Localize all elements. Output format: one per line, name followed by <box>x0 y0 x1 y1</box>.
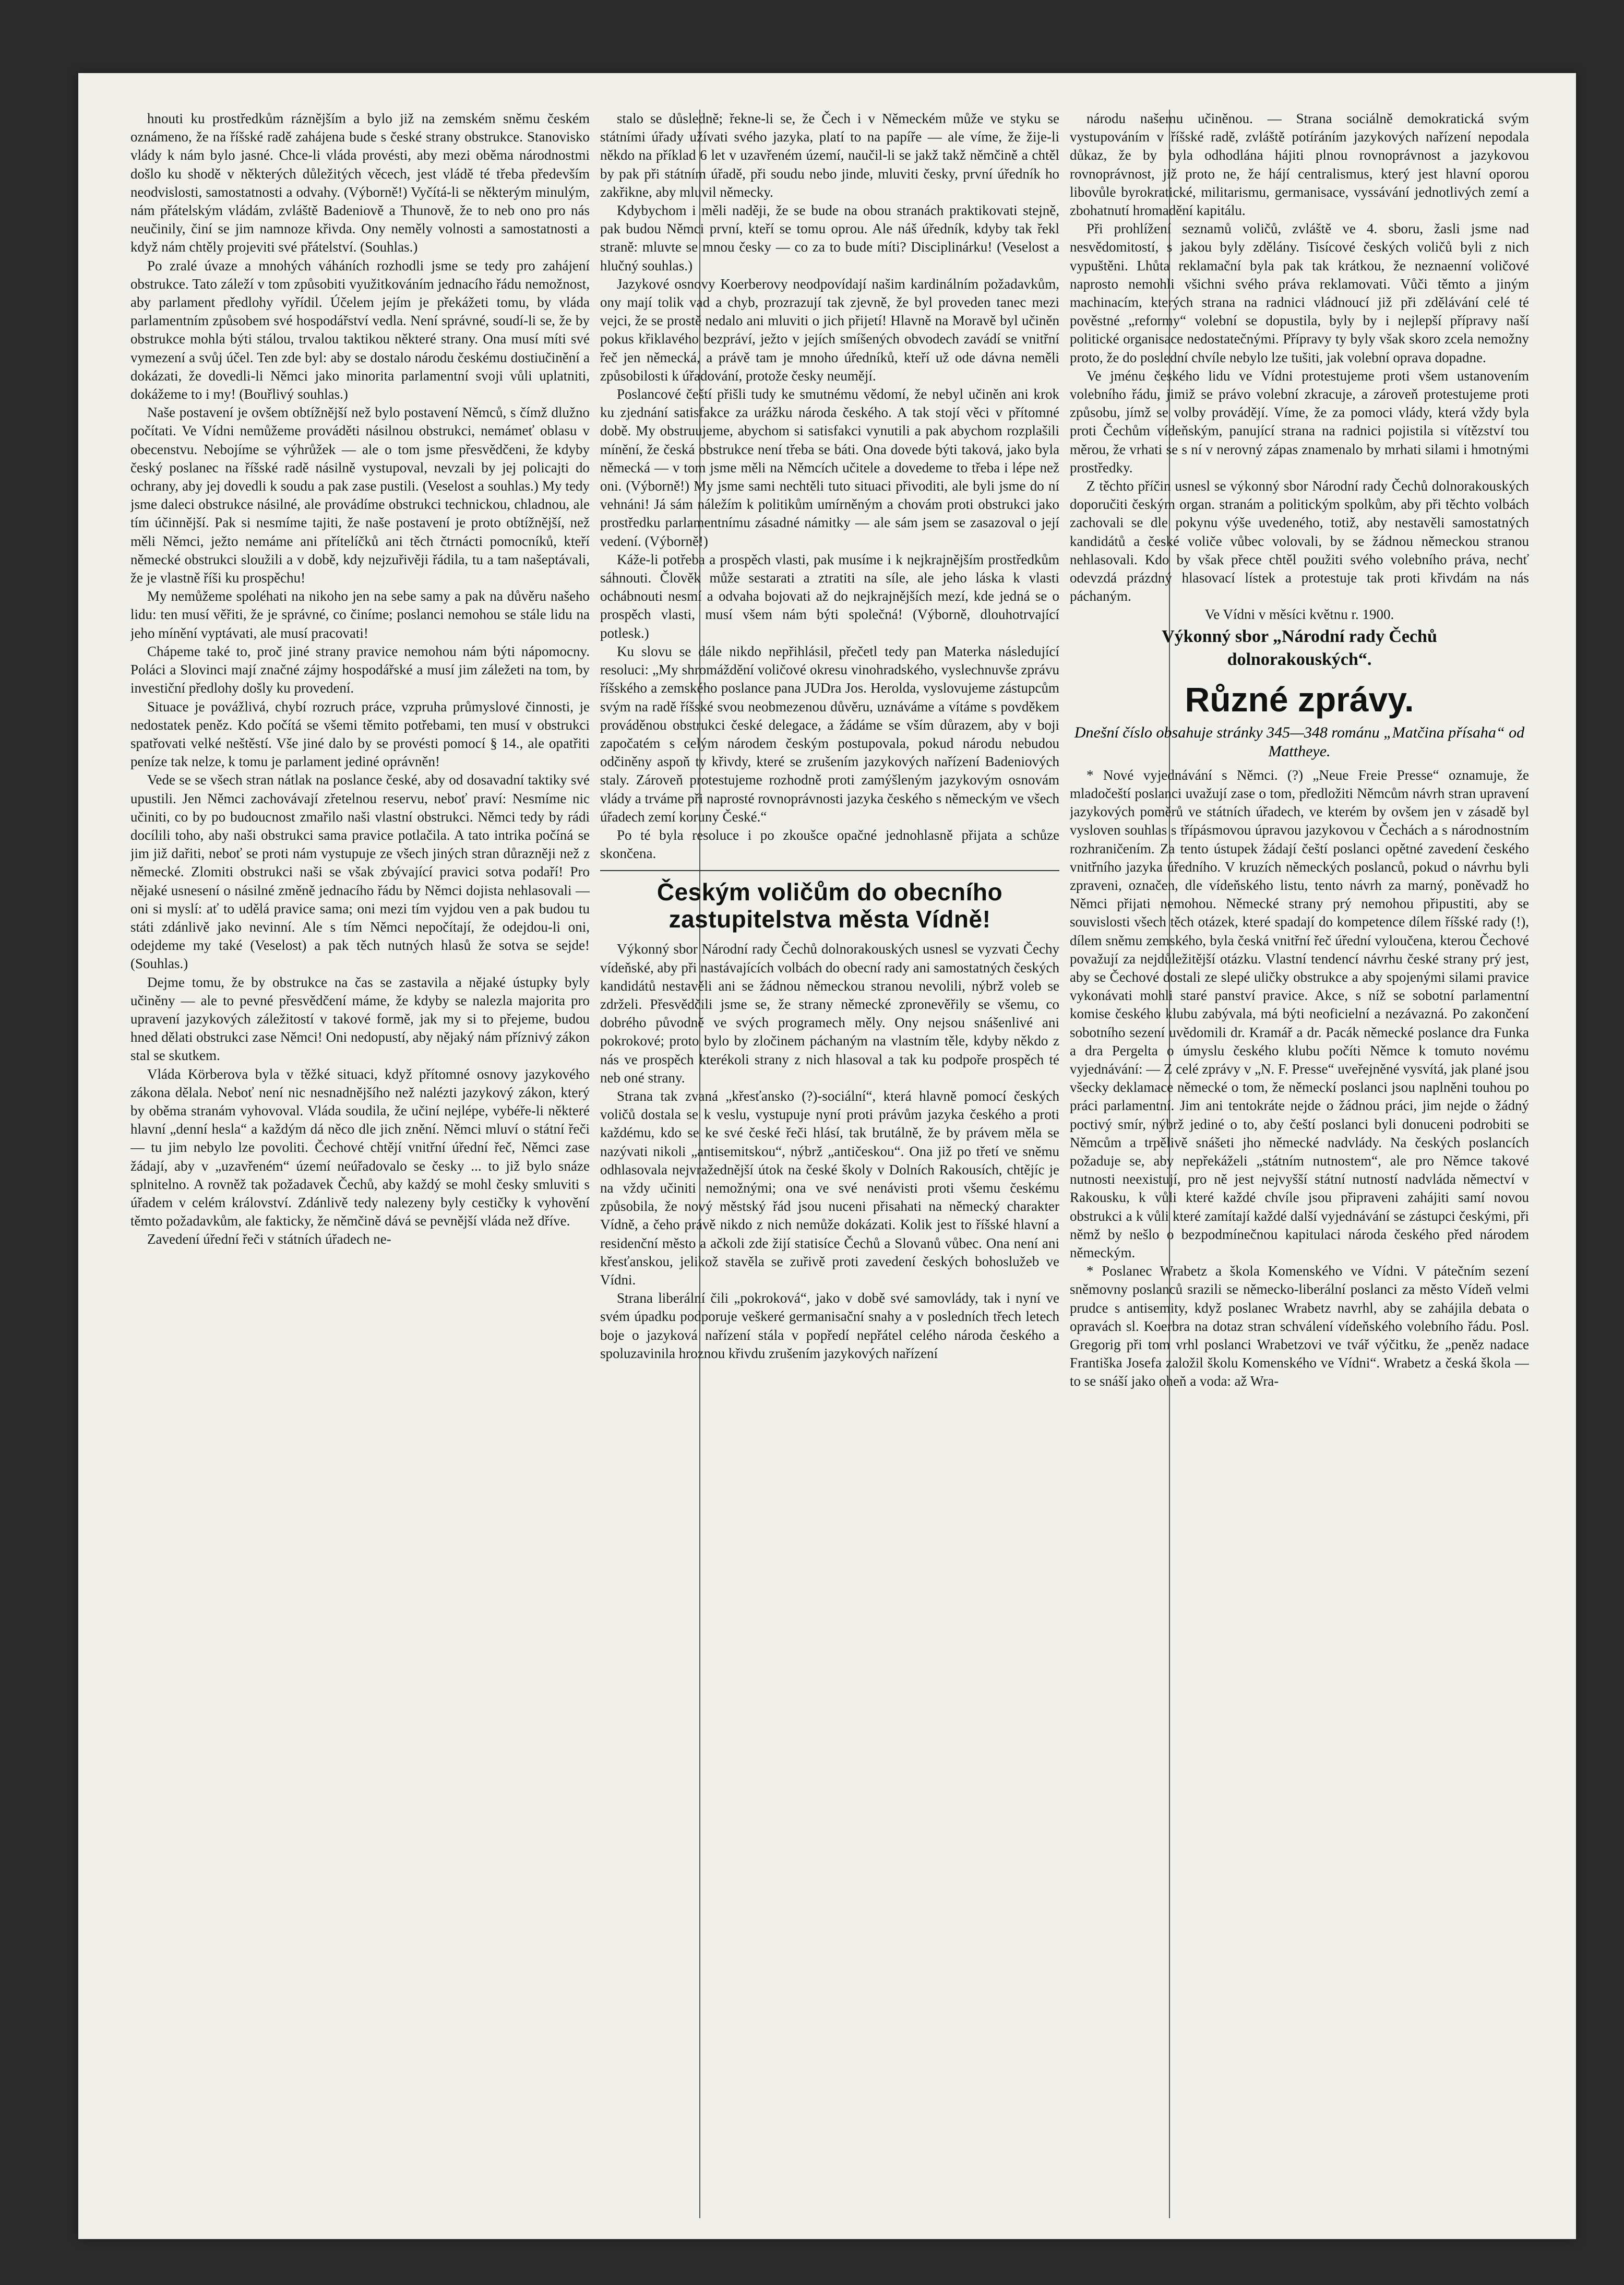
paragraph: Naše postavení je ovšem obtížnější než bylo postavení Němců, s čímž dlužno počítati. Ve Vídni nemůžeme prováděti násilnou obstrukci, nemámeť oblasu v obecenstvu. Nebojíme se výhrůžek — ale o tom jsme přesvědčeni, že kdyby český poslanec na říšské radě násilně vystupoval, nevzali by jej policajti do ochrany, aby jej dovedli k soudu a pak zase pustili. (Veselost a souhlas.) My tedy jsme daleci obstrukce násilné, ale provádíme obstrukci technickou, chladnou, ale tím účinnější. Pak si nesmíme tajiti, že naše postavení je proto obtížnější, než měli Němci, ježto nemáme ani přítelíčků ani těch čtrnácti pomocníků, kteří německé obstrukci sloužili a v době, kdy nejzuřivěji řádila, tu a tam našeptávali, že je vlastně říši ku prospěchu! <box>130 404 590 586</box>
paragraph: Situace je povážlivá, chybí rozruch práce, vzpruha průmyslové činnosti, je nedostatek peněz. Kdo počítá se všemi těmito potřebami, ten musí v obstrukci spatřovati velké neštěstí. Vše jiné dalo by se provésti pomocí § 14., ale opatřiti peníze tak nelze, k tomu je parlament jediné oprávněn! <box>130 698 590 770</box>
paragraph: Vláda Körberova byla v těžké situaci, když přítomné osnovy jazykového zákona dělala. Neboť není nic nesnadnějšího než nalézti jazykový zákon, který by oběma stranám vyhovoval. Vláda soudila, že učiní nejlépe, vybéře-li některé hlavní „denní hesla“ a každým dá něco dle jich znění. Němci mluví o státní řeči — tu jim nebylo lze povoliti. Čechové chtějí vnitřní úřední řeč, Němci zase žádají, aby v „uzavřeném“ území neúřadovalo se česky ... to již bylo snáze splnitelno. A rovněž tak požadavek Čechů, aby každý se mohl česky smluviti s úřadem v celém království. Zdánlivě tedy nalezeny byly cestičky k vyhovění těmto požadavkům, ale fakticky, že němčině dává se pevnější vláda než dříve. <box>130 1066 590 1229</box>
notice: Dnešní číslo obsahuje stránky 345—348 románu „Matčina přísaha“ od Mattheye. <box>1074 723 1525 760</box>
column-1 <box>130 110 590 2218</box>
paragraph: Výkonný sbor Národní rady Čechů dolnorakouských usnesl se vyzvati Čechy vídeňské, aby při nastávajících volbách do obecní rady ani samostatných českých kandidátů nestavěli ani se žádnou německou stranou nevolili, nýbrž voleb se zdrželi. Přesvědčili jsme se, že strany německé zpronevěřily se všemu, co dobrého původně ve svých programech měly. Ony nejsou snášenlivé ani pokrokové; proto bylo by zločinem páchaným na vlastním těle, kdyby někdo z nás ve prospěch kterékoli strany z nich hlasoval a tak ku podpoře prospěch té neb oné strany. <box>600 941 1059 1086</box>
paragraph: Zavedení úřední řeči v státních úřadech ne- <box>147 1231 391 1247</box>
paragraph: * Poslanec Wrabetz a škola Komenského ve Vídni. V pátečním sezení sněmovny poslanců srazili se německo-liberální poslanci za město Vídeň velmi prudce s antisemity, když poslanec Wrabetz navrhl, aby se zahájila debata o opravách sl. Koerbra na dotaz stran schválení vídeňského volebního řádu. Posl. Gregorig při tom vrhl poslanci Wrabetzovi ve tvář výčitku, že „peněz nadace Františka Josefa založil školu Komenského ve Vídni“. Wrabetz a česká škola — to se snáší jako oheň a voda: až Wra- <box>1070 1263 1529 1389</box>
paragraph: * Nové vyjednávání s Němci. (?) „Neue Freie Presse“ oznamuje, že mladočeští poslanci uvažují zase o tom, předložiti Němcům návrh stran upravení jazykových poměrů ve státních úřadech, ve kterém by ovšem jen v zásadě byl vysloven souhlas s třípásmovou úpravou jazykovou v Čechách a s národnostním rozhraničením. Za tento ústupek žádají čeští poslanci opětné zavedení českého vnitřního jazyka úředního. V kruzích německých poslanců, pokud o návrhu byli zpraveni, označen, dle vídeňského listu, tento návrh za marný, poněvadž ho Němci přijati nemohou. Německé strany prý nemohou připustiti, aby se souvislosti všech těch otázek, které spadají do kompetence dílem říšské rady (!), dílem sněmu zemského, byla česká vnitřní řeč úřední vyloučena, kterou Čechové považují za nejdůležitější otázku. Vlastní tendencí návrhu české strany prý jest, aby se Čechové dostali ze slepé uličky obstrukce a aby spojenými silami pravice vykonávati mohli staré panství pravice. Akce, s níž se sobotní parlamentní komise českého klubu zabývala, má býti neoficielní a nezávazná. Po zakončení sobotního sezení uvědomili dr. Kramář a dr. Pacák německé poslance dra Funka a dra Pergelta o úmyslu českého klubu počíti Němce k tomuto novému vyjednávání: — Z celé zprávy v „N. F. Presse“ uveřejněné vysvítá, jak plané jsou všecky deklamace německé o tom, že německí poslanci jsou naplněni touhou po práci parlamentní. Jim ani tentokráte nejde o žádnou práci, jim nejde o žádný poctivý smír, nýbrž jediné o to, aby čeští poslanci byli donuceni podrobiti se Němcům a trpělivě snášeti jho německé nadvlády. Na českých poslancích požaduje se, aby nepřekáželi „státním nutnostem“, ale pro Němce takové nutnosti neexistují, pro ně jest nejvyšší státní nutností nadvláda němectví v Rakousku, k vůli které každé chvíle jsou připraveni zahájiti samí novou obstrukci a k vůli které zamítají každé další vyjednávání se zástupci českými, při němž by nešlo o bezpodmínečnou kapitulaci národa českého před národem německým. <box>1070 767 1529 1260</box>
paragraph: národu našemu učiněnou. — Strana sociálně demokratická svým vystupováním v říšské radě, zvláště potíráním jazykových nařízení nepodala důkaz, že by byla odhodlána hájiti plnou rovnoprávnost a jazykovou rovnoprávnost, již proto ne, že hájí centralismus, který jest hlavní oporou libovůle byrokratické, militarismu, germanisace, vyssávání jednotlivých zemí a zbohatnutí hromadění kapitálu. <box>1070 111 1529 219</box>
paragraph: Po zralé úvaze a mnohých váháních rozhodli jsme se tedy pro zahájení obstrukce. Tato záleží v tom způsobiti využitkováním jednacího řádu nemožnost, aby parlament předlohy vyřídil. Účelem jejím je překážeti tomu, by vláda parlamentním způsobem své hospodářství vedla. Není správné, soudí-li se, že by obstrukce mohla býti stálou, trvalou taktikou některé strany. Ona musí míti své vymezení a svůj účel. Ten zde byl: aby se dostalo národu českému dostiučinění a dokázati, že dovedli-li Němci jako minorita parlamentní svoji vůli uplatniti, dokážeme to i my! (Bouřlivý souhlas.) <box>130 257 590 402</box>
dateline: Ve Vídni v měsíci květnu r. 1900. <box>1204 606 1394 623</box>
columns <box>130 110 1529 2218</box>
paragraph: Jazykové osnovy Koerberovy neodpovídají našim kardinálním požadavkům, ony mají tolik vad a chyb, prozrazují tak zjevně, že byl proveden tanec mezi vejci, že se prostě nedalo ani mluviti o jich přijetí! Hlavně na Moravě byl učiněn pokus křiklavého bezpráví, ježto v jejích smíšených obvodech zavádí se vnitřní řeč jen německá, a právě tam je mnoho úředníků, kteří už ode dávna neměli způsobilosti k úřadování, protože česky neumějí. <box>600 276 1059 384</box>
signature-line: dolnorakouských“. <box>1227 649 1372 669</box>
paragraph: Káže-li potřeba a prospěch vlasti, pak musíme i k nejkrajnějším prostředkům sáhnouti. Člověk může sestarati a ztratiti na síle, ale jeho láska k vlasti ochábnouti nesmí a odvaha bojovati až do nejkrajnějších mezí, kde jedná se o prospěch vlasti, musí všem nám býti společná! (Výborně, dlouhotrvající potlesk.) <box>600 551 1059 641</box>
paragraph: Dejme tomu, že by obstrukce na čas se zastavila a nějaké ústupky byly učiněny — ale to pevné přesvědčení máme, že kdyby se nalezla majorita pro upravení jazykových záležitostí v takové formě, jak my si to přejeme, budou hned dělati obstrukci zase Němci! Oni nedopustí, aby nějaký nám příznivý zákon stal se skutkem. <box>130 974 590 1064</box>
column-3 <box>1070 110 1529 2218</box>
column-2 <box>600 110 1059 2218</box>
paragraph: My nemůžeme spoléhati na nikoho jen na sebe samy a pak na důvěru našeho lidu: ten musí věřiti, že je správné, co činíme; poslanci nemohou se stále lidu na jeho mínění vyptávati, ale musí pracovati! <box>130 588 590 641</box>
paragraph: Při prohlížení seznamů voličů, zvláště ve 4. sboru, žasli jsme nad nesvědomitostí, s jakou byly zdělány. Tisícové českých voličů byli z nich vypuštěni. Lhůta reklamační byla pak tak krátkou, že neznaenní voličové naprosto nemohli všichni svého práva reklamovati. Vůči těmto a jiným machinacím, kterých strana na radnici vládnoucí již při zdělávání celé té pověstné „reformy“ volební se dopustila, byly by i nejlepší přípravy naší politické organisace nedostatečnými. Přípravy ty byly však skoro zcela nemožny proto, že do poslední chvíle nebylo lze tušiti, jak volební oprava dopadne. <box>1070 221 1529 365</box>
paragraph: Po té byla resoluce i po zkoušce opačné jednohlasně přijata a schůze skončena. <box>600 827 1059 862</box>
paragraph: Strana liberální čili „pokroková“, jako v době své samovlády, tak i nyní ve svém úpadku podporuje veškeré germanisační snahy a v posledních třech letech boje o jazyková nařízení stála v popředí nepřátel celého národa českého a spoluzavinila hroznou křivdu zrušením jazykových nařízení <box>600 1290 1059 1361</box>
paragraph: Strana tak zvaná „křesťansko (?)-sociální“, která hlavně pomocí českých voličů dostala se k veslu, vystupuje nyní proti právům jazyka českého a proti každému, kdo se ke své české řeči hlásí, tak brutálně, že by právem měla se nazývati nikoli „antisemitskou“, nýbrž „antičeskou“. Ona již po třetí ve sněmu odhlasovala nejvražednější útok na české školy v Dolních Rakousích, chtějíc je na vždy učiniti nemožnými; ona ve své nenávisti proti všemu českému způsobila, že nový městský řád jsou nuceni přisahati na německý charakter Vídně, a čeho právě nikdo z nich nemůže dokázati. Kolik jest to říšské hlavní a residenční město a ačkoli zde žijí statisíce Čechů a Slovanů vůbec. Ona není ani křesťanskou, jelikož stavěla se zuřivě proti zavedení českých bohoslužeb ve Vídni. <box>600 1088 1059 1288</box>
divider <box>600 870 1059 871</box>
paragraph: hnouti ku prostředkům ráznějším a bylo již na zemském sněmu českém oznámeno, že na říšské radě zahájena bude s české strany obstrukce. Stanovisko vlády k nám bylo jasné. Chce-li vláda provésti, aby mezi oběma národnostmi došlo ku shodě v některých důležitých věcech, jest vládě té třeba především neodvislosti, samostatnosti a odvahy. (Výborně!) Vyčítá-li se některým minulým, nám přátelským vládám, zvláště Badeniově a Thunově, že to neb ono pro nás neučinily, činí se jim namnoze křivda. Ony neměly volnosti a samostatnosti a když nám chtěly projeviti své přátelství. (Souhlas.) <box>130 111 590 255</box>
section-heading: Českým voličům do obecního zastupitelstva města Vídně! <box>656 878 1003 933</box>
paragraph: stalo se důsledně; řekne-li se, že Čech i v Německém může ve styku se státními úřady užívati svého jazyka, platí to na papíře — ale víme, že žije-li někdo na příklad 6 let v uzavřeném území, naučil-li se jakž takž němčině a chtěl by pak při státním úřadě, při soudu nebo jinde, mluviti česky, první úředník ho zakřikne, aby mluvil německy. <box>600 111 1059 200</box>
paragraph: Z těchto příčin usnesl se výkonný sbor Národní rady Čechů dolnorakouských doporučiti českým organ. stranám a politickým spolkům, aby při těchto volbách zachovali se dle pokynu výše uvedeného, totiž, aby nestavěli samostatných kandidátů a české voliče vůbec volovali, by se žádnou německou stranou nehlasovali. Kdo by však přece chtěl použiti svého volebního práva, nechť odevzdá prázdný hlasovací lístek a protestuje tak proti křivdám na nás páchaným. <box>1070 478 1529 604</box>
signature-line: Výkonný sbor „Národní rady Čechů <box>1162 626 1437 646</box>
paragraph: Chápeme také to, proč jiné strany pravice nemohou nám býti nápomocny. Poláci a Slovinci mají značné zájmy hospodářské a musí jim záležeti na tom, by investiční předlohy došly ku provedení. <box>130 643 590 696</box>
paragraph: Kdybychom i měli naději, že se bude na obou stranách praktikovati stejně, pak budou Němci první, kteří se tomu oprou. Ale náš úředník, kdyby tak řekl straně: mluvte se mnou česky — co za to bude míti? Disciplinárku! (Veselost a hlučný souhlas.) <box>600 203 1059 273</box>
paragraph: Ve jménu českého lidu ve Vídni protestujeme proti všem ustanovením volebního řádu, jimiž se právo volební zkracuje, a zároveň protestujeme proti způsobu, jímž se volby provádějí. Víme, že za pomoci vlády, která vždy byla proti Čechům vídeňským, panující strana na radnici pojistila si vítězství tou měrou, že vrhati se s ní v nerovný zápas znamenalo by mrhati silami i hmotnými prostředky. <box>1070 367 1529 475</box>
section-title: Různé zprávy. <box>1185 680 1414 719</box>
paragraph: Vede se se všech stran nátlak na poslance české, aby od dosavadní taktiky své upustili. Jen Němci zachovávají zřetelnou reservu, neboť praví: Nesmíme nic učiniti, co by po budoucnost zmařilo naši vlastní obstrukci. Němci tedy by rádi docílili toho, aby naši obstrukci sama pravice potlačila. A tato intrika počíná se jim již dařiti, neboť se proti nám vystupuje ze všech jiných stran důrazněji než z německé. Zlomiti obstrukci naši se však zbývající pravici sotva podaří! Pro nějaké usnesení o násilné změně jednacího řádu by Němci dojista nehlasovali — oni si myslí: ať to udělá pravice sama; oni mezi tím vyjdou ven a pak budou tu státi zdánlivě jako nevinní. Ale s tím Němci nepočítají, že odejdou-li oni, odejdeme my také (Veselost) a pak těch nutných hlasů že sotva se sejde! (Souhlas.) <box>130 772 590 972</box>
paragraph: Ku slovu se dále nikdo nepřihlásil, přečetl tedy pan Materka následující resoluci: „My shromáždění voličové okresu vinohradského, vyslechnuvše zprávu říšského a zemského poslance pana JUDra Jos. Herolda, vyslovujeme zástupcům svým na radě říšské svou neobmezenou důvěru, uznáváme a vítáme s povděkem prováděnou obstrukci české delegace, a žádáme se vším důrazem, aby v boji započatém s celým národem českým postupovala, pokud národu nebudou odčiněny aspoň ty křivdy, které se zrušením jazykových nařízení Badeniových staly. Zároveň protestujeme rozhodně proti zamýšleným jazykovým osnovám vlády a trváme při naprosté rovnoprávnosti jazyka českého s německým ve všech úřadech zemí koruny České.“ <box>600 643 1059 825</box>
paragraph: Poslancové čeští přišli tudy ke smutnému vědomí, že nebyl učiněn ani krok ku zjednání satisfakce za urážku národa českého. A tak stojí věci v přítomné době. My obstruujeme, abychom si satisfakci vynutili a pak abychom rozplašili mínění, že česká obstrukce není třeba se báti. Ona dovede býti taková, jako byla německá — v tom jsme měli na Němcích učitele a dovedeme to třeba i lépe než oni. (Výborně!) My jsme sami nechtěli tuto situaci přivoditi, ale byli jsme do ní vehnáni! Já sám náležím k politikům umírněným a chovám proti obstrukci jako prostředku parlamentnímu zásadné námitky — ale sám jsem se zasazoval o její vedení. (Výborně!) <box>600 386 1059 549</box>
newspaper-page <box>78 73 1576 2239</box>
